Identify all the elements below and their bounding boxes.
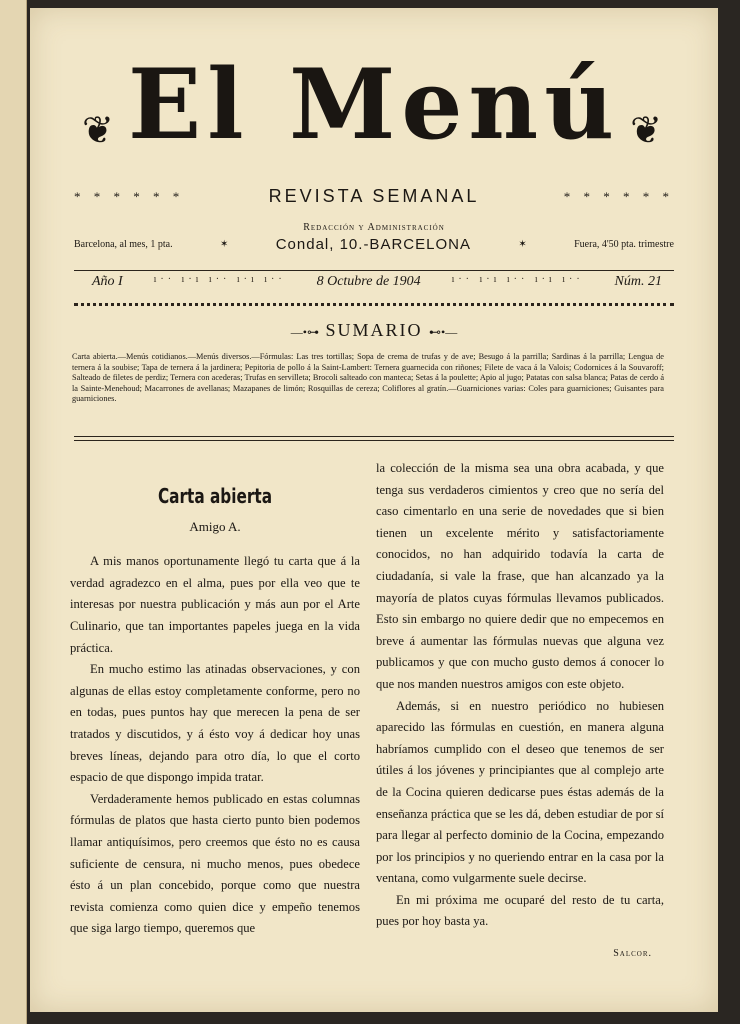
issue-number: Núm. 21 <box>614 274 662 289</box>
signature: Salcor. <box>613 948 652 960</box>
foreign-price: Fuera, 4'50 pta. trimestre <box>574 239 674 250</box>
left-ornament-icon: ❦ <box>82 110 114 152</box>
issue-year: Año I <box>92 274 123 289</box>
sep-right-icon: ✶ <box>518 239 527 250</box>
double-rule-bottom <box>74 440 674 441</box>
issue-date: 8 Octubre de 1904 <box>316 274 421 289</box>
paragraph: Además, si en nuestro periódico no hubiesen aparecido las fórmulas en cuestión, en manera alguna habríamos cumplido con el deseo que tenemos de ser útiles á los jóvenes y principiantes que al complejo arte de la Cocina quieren dedicarse pues éstas además de la enseñanza práctica que se les dá, deben estudiar de por sí para llegar al perfecto dominio de la Cocina, empezando por los principios y no queriendo entrar en la casa por la ventana, como vulgarmente suele decirse. <box>376 698 664 886</box>
sumario-deco-right-icon: ⊷•— <box>429 325 458 339</box>
top-rule <box>74 270 674 271</box>
article-right-column <box>376 458 664 965</box>
stars-left: * * * * * * <box>74 188 185 204</box>
book-spine <box>0 0 27 1024</box>
paragraph-continuation: la colección de la misma sea una obra acabada, y que tenga sus verdaderos cimientos y creo que no sería del caso cimentarlo en una serie de novedades que si bien tienen un excelente mérito y satisfactoriamente conocidos, no han adquirido todavía la carta de ciudadanía, si vale la frase, que han alcanzado ya la mayoría de platos cuyas fórmulas llevamos publicados. Esto sin embargo no quiere dedir que no empecemos en breve á aumentar las fórmulas nuevas que alguna vez publicamos y que con mucho gusto demos á conocer lo que nos manden nuestros amigos con este objeto. <box>376 461 664 691</box>
local-price: Barcelona, al mes, 1 pta. <box>74 239 173 250</box>
issue-dots-left: ı·· ı·ı ı·· ı·ı ı·· <box>153 274 286 285</box>
sumario-deco-left-icon: —•⊶ <box>290 325 319 339</box>
paragraph: En mi próxima me ocuparé del resto de tu carta, pues por hoy basta ya. <box>376 892 664 929</box>
article-left-column <box>70 460 360 940</box>
stars-right: * * * * * * <box>563 188 674 204</box>
paragraph: En mucho estimo las atinadas observaciones, y con algunas de ellas estoy completamente conforme, pero no en todas, pues puntos hay que merecen la pena de ser tratados y discutidos, y á ésto voy á dedicar hoy unas breves líneas, dejando para otro día, lo que el corto espacio de que dispongo impida tratar. <box>70 662 360 785</box>
admin-heading: Redacción y Administración <box>303 222 445 233</box>
issue-dots-right: ı·· ı·ı ı·· ı·ı ı·· <box>451 274 584 285</box>
subtitle-text: REVISTA SEMANAL <box>268 186 480 206</box>
issue-line <box>92 274 662 290</box>
right-ornament-icon: ❦ <box>630 110 662 152</box>
newspaper-page <box>30 8 718 1012</box>
article-greeting: Amigo A. <box>189 518 241 534</box>
subtitle-row <box>74 186 674 207</box>
address: Condal, 10.-BARCELONA <box>275 236 471 253</box>
sumario-heading <box>30 320 718 341</box>
sep-left-icon: ✶ <box>219 239 229 250</box>
article-title: Carta abierta <box>157 484 273 508</box>
masthead-title: El Menú <box>128 48 620 161</box>
dotted-rule <box>74 303 674 306</box>
paragraph: A mis manos oportunamente llegó tu carta que á la verdad agradezco en el alma, pues por ella veo que te interesas por nuestra publicación y más aun por el Arte Culinario, que tan importantes papeles juega en la vida práctica. <box>70 554 360 655</box>
paragraph: Verdaderamente hemos publicado en estas columnas fórmulas de platos que hasta cierto punto bien podemos llamar antiquísimos, pero creemos que ésto no es causa suficiente de censura, ni mucho menos, pues obedece ésto á un plan concebido, porque como que nuestra revista comienza como quien dice y empeño tenemos que siga largo tiempo, queremos que <box>70 791 360 936</box>
sumario-text: Carta abierta.—Menús cotidianos.—Menús diversos.—Fórmulas: Las tres tortillas; Sopa de crema de trufas y de ave; Besugo á la parrilla; Sardinas á la parrilla; Lengua de ternera á la soubise; Tapa de ternera á la jardinera; Pepitoria de pollo á la Saint-Lambert: Ternera guarnecida con riñones; Filete de vaca á la Valois; Codornices á la Souvaroff; Salteado de filetes de perdiz; Ternera con acederas; Trufas en servilleta; Brocoli salteado con manteca; Setas á la poulette; Apio al jugo; Patatas con salsa blanca; Patas de cerdo á la Sainte-Menehoud; Macarrones de avellanas; Mazapanes de limón; Rosquillas de cereza; Coliflores al gratín.—Guarniciones varias: Coles para guarniciones; Guisantes para guarniciones. <box>72 352 664 403</box>
sumario-label: SUMARIO <box>325 320 423 340</box>
address-row <box>74 236 674 253</box>
double-rule-top <box>74 436 674 437</box>
